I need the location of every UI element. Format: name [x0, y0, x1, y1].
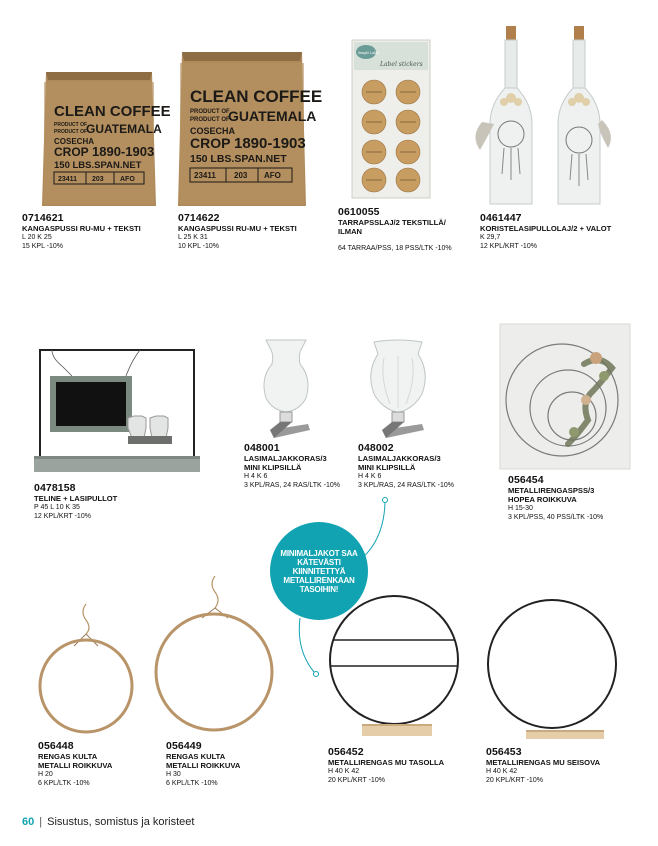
product-code: 056449	[166, 740, 202, 752]
product-name: LASIMALJAKKORAS/3	[244, 454, 327, 463]
bag-box-2: 203	[92, 176, 104, 183]
bag-box-2: 203	[234, 171, 248, 180]
product-code: 048002	[358, 442, 394, 454]
sticker-tag-text: Simple Label	[358, 51, 380, 55]
bag-text-crop: CROP	[54, 145, 89, 159]
product-code: 0714622	[178, 212, 220, 224]
product-code: 0478158	[34, 482, 76, 494]
bag-text-product-2: PRODUCT OF	[190, 117, 230, 123]
bag-box-3: AFO	[120, 176, 135, 183]
product-code: 0461447	[480, 212, 522, 224]
bag-text-product: PRODUCT OF	[190, 109, 230, 115]
bag-text-clean-coffee: CLEAN COFFEE	[190, 87, 323, 106]
product-name: TELINE + LASIPULLOT	[34, 494, 118, 503]
callout-text: MINIMALJAKOT SAA KÄTEVÄSTI KIINNITETTYÄ METALLIRENKAAN TASOIHIN!	[280, 548, 358, 594]
product-pack: 3 KPL/PSS, 40 PSS/LTK -10%	[508, 514, 604, 521]
product-pack: 6 KPL/LTK -10%	[38, 780, 90, 787]
product-056452	[328, 746, 478, 785]
product-name: METALLIRENGAS MU SEISOVA	[486, 758, 601, 767]
product-name-2: HOPEA ROIKKUVA	[508, 495, 577, 504]
product-pack: 12 KPL/KRT -10%	[480, 243, 537, 250]
product-code: 056454	[508, 474, 544, 486]
bag-text-lbs: 150 LBS.SPAN.NET	[190, 153, 287, 165]
bag-box-1: 23411	[194, 171, 216, 180]
product-056448	[38, 740, 158, 788]
product-name: LASIMALJAKKORAS/3	[358, 454, 441, 463]
product-code: 056448	[38, 740, 74, 752]
product-name: RENGAS KULTA	[38, 752, 98, 761]
gold-ring-small-image	[30, 600, 146, 734]
product-name-2: MINI KLIPSILLÄ	[244, 463, 302, 472]
product-name: METALLIRENGAS MU TASOLLA	[328, 758, 445, 767]
product-code: 056453	[486, 746, 522, 758]
product-name-2: METALLI ROIKKUVA	[38, 761, 113, 770]
bag-text-lbs: 150 LBS.SPAN.NET	[54, 160, 142, 171]
product-spec: H 20	[38, 771, 53, 778]
bag-box-3: AFO	[264, 171, 281, 180]
product-spec: P 45 L 10 K 35	[34, 504, 80, 511]
bag-text-years: 1890-1903	[234, 135, 306, 152]
product-pack: 20 KPL/KRT -10%	[486, 777, 543, 784]
metal-ring-with-shelf-image	[322, 590, 468, 740]
bag-text-clean-coffee: CLEAN COFFEE	[54, 103, 171, 120]
product-pack: 20 KPL/KRT -10%	[328, 777, 385, 784]
product-code: 0714621	[22, 212, 64, 224]
product-name: KORISTELASIPULLOLAJ/2 + VALOT	[480, 224, 612, 233]
bag-text-product: PRODUCT OF	[54, 122, 88, 128]
product-spec: L 20 K 25	[22, 234, 52, 241]
metal-ring-standing-image	[478, 592, 628, 742]
sticker-header-text: Label stickers	[380, 61, 423, 68]
product-pack: 10 KPL -10%	[178, 243, 219, 250]
bag-text-cosecha: COSECHA	[190, 126, 236, 136]
product-name: METALLIRENGASPSS/3	[508, 486, 595, 495]
product-name: RENGAS KULTA	[166, 752, 226, 761]
product-pack: 3 KPL/RAS, 24 RAS/LTK -10%	[244, 482, 340, 489]
gold-ring-large-image	[148, 572, 282, 738]
bag-text-years: 1890-1903	[92, 144, 155, 159]
bag-text-guatemala: GUATEMALA	[86, 122, 162, 136]
product-056453	[486, 746, 636, 785]
product-pack: 64 TARRAA/PSS, 18 PSS/LTK -10%	[338, 245, 452, 252]
product-spec: K 29,7	[480, 234, 501, 241]
product-spec: L 25 K 31	[178, 234, 208, 241]
page-footer	[22, 816, 194, 828]
product-spec: H 4 K 6	[358, 473, 382, 480]
page-number: 60	[22, 816, 35, 828]
product-name-2: METALLI ROIKKUVA	[166, 761, 241, 770]
product-spec: H 40 K 42	[486, 768, 518, 775]
bag-box-1: 23411	[58, 176, 78, 183]
bag-text-crop: CROP	[190, 135, 231, 151]
product-name: KANGASPUSSI RU-MU + TEKSTI	[22, 224, 141, 233]
product-name-2: ILMAN	[338, 227, 363, 236]
product-name-2: MINI KLIPSILLÄ	[358, 463, 416, 472]
product-name: KANGASPUSSI RU-MU + TEKSTI	[178, 224, 297, 233]
footer-separator: |	[39, 816, 43, 828]
product-pack: 15 KPL -10%	[22, 243, 63, 250]
product-code: 0610055	[338, 206, 380, 218]
product-name: TARRAPSSLAJ/2 TEKSTILLÄ/	[338, 218, 446, 227]
bag-text-guatemala: GUATEMALA	[228, 108, 317, 124]
product-code: 056452	[328, 746, 364, 758]
product-spec: H 40 K 42	[328, 768, 360, 775]
product-pack: 6 KPL/LTK -10%	[166, 780, 218, 787]
product-pack: 12 KPL/KRT -10%	[34, 513, 91, 520]
product-spec: H 30	[166, 771, 181, 778]
product-056449	[166, 740, 286, 788]
bag-text-cosecha: COSECHA	[54, 137, 95, 146]
product-code: 048001	[244, 442, 280, 454]
product-spec: H 15-30	[508, 505, 533, 512]
bag-text-product-2: PRODUCT OF	[54, 129, 88, 135]
product-spec: H 4 K 6	[244, 473, 268, 480]
section-title: Sisustus, somistus ja koristeet	[47, 816, 195, 828]
product-pack: 3 KPL/RAS, 24 RAS/LTK -10%	[358, 482, 454, 489]
